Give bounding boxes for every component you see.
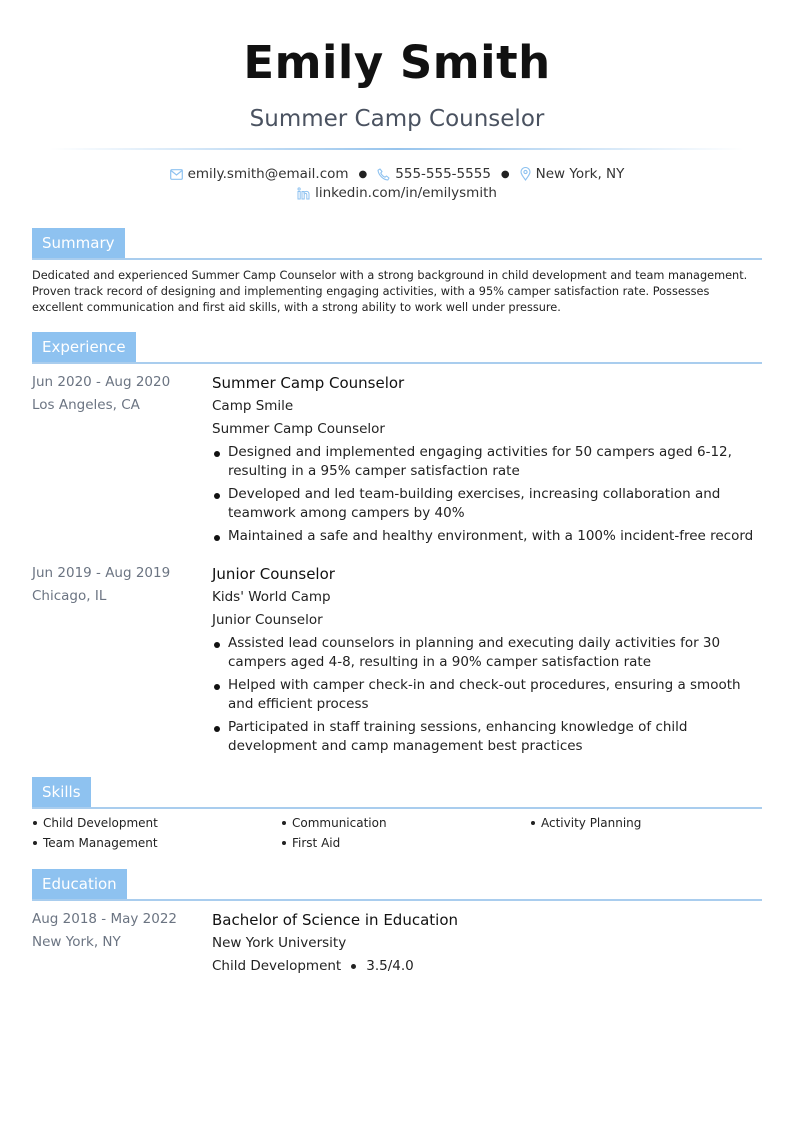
contact-linkedin[interactable] (297, 185, 497, 201)
section-title-education: Education (32, 869, 127, 899)
separator-dot: ● (500, 168, 510, 180)
gpa: 3.5/4.0 (366, 958, 414, 974)
email-text: emily.smith@email.com (187, 166, 349, 182)
entry-meta (32, 564, 207, 610)
entry-bullets (212, 443, 762, 546)
phone-text: 555-555-5555 (395, 166, 491, 182)
school-name: New York University (212, 935, 347, 951)
skill-item: Child Development (32, 816, 158, 830)
linkedin-text: linkedin.com/in/emilysmith (315, 185, 497, 201)
bullet-item: Maintained a safe and healthy environment, with a 100% incident-free record (212, 527, 762, 546)
entry-role: Summer Camp Counselor (212, 374, 405, 392)
entry-location: New York, NY (32, 934, 121, 950)
section-title-experience: Experience (32, 332, 136, 362)
location-text: New York, NY (535, 166, 625, 182)
entry-body (212, 910, 762, 980)
bullet-item: Assisted lead counselors in planning and executing daily activities for 30 campers aged 4-8, resulting in a 90% camper satisfaction rate (212, 634, 762, 672)
entry-meta (32, 373, 207, 419)
separator-dot: ● (358, 168, 368, 180)
skill-item: First Aid (281, 836, 340, 850)
entry-subtitle: Summer Camp Counselor (212, 421, 385, 437)
entry-dates: Jun 2020 - Aug 2020 (32, 374, 171, 390)
phone-icon (377, 168, 390, 181)
bullet-item: Developed and led team-building exercises, increasing collaboration and teamwork among campers by 40% (212, 485, 762, 523)
entry-company: Kids' World Camp (212, 589, 331, 605)
bullet-item: Designed and implemented engaging activities for 50 campers aged 6-12, resulting in a 95% camper satisfaction rate (212, 443, 762, 481)
job-title: Summer Camp Counselor (249, 106, 545, 132)
header-divider (50, 148, 744, 150)
entry-location: Los Angeles, CA (32, 397, 140, 413)
entry-body (212, 373, 762, 550)
bullet-item: Helped with camper check-in and check-out procedures, ensuring a smooth and efficient process (212, 676, 762, 714)
contact-phone[interactable] (377, 166, 491, 182)
bullet-item: Participated in staff training sessions, enhancing knowledge of child development and camp management best practices (212, 718, 762, 756)
education-meta (212, 957, 762, 980)
skill-item: Communication (281, 816, 387, 830)
separator-dot (351, 964, 356, 969)
summary-section-header (32, 228, 762, 260)
linkedin-icon (297, 187, 310, 200)
education-section-header (32, 869, 762, 901)
candidate-name: Emily Smith (243, 36, 551, 89)
entry-subtitle: Junior Counselor (212, 612, 323, 628)
entry-location: Chicago, IL (32, 588, 107, 604)
entry-dates: Jun 2019 - Aug 2019 (32, 565, 171, 581)
envelope-icon (170, 169, 183, 180)
summary-text: Dedicated and experienced Summer Camp Counselor with a strong background in child development and team management. Proven track record of designing and implementing engaging activities, with a 95% camper satisfaction rate. Possesses excellent communication and first aid skills, with a strong ability to work well under pressure. (32, 269, 748, 314)
skills-section-header (32, 777, 762, 809)
contact-location (520, 166, 625, 182)
entry-role: Junior Counselor (212, 565, 335, 583)
degree-title: Bachelor of Science in Education (212, 911, 459, 929)
contact-row-2 (0, 185, 794, 201)
skill-item: Team Management (32, 836, 158, 850)
contact-row (0, 166, 794, 182)
entry-body (212, 564, 762, 760)
entry-dates: Aug 2018 - May 2022 (32, 911, 178, 927)
section-title-skills: Skills (32, 777, 91, 807)
map-pin-icon (520, 167, 531, 181)
skill-item: Activity Planning (530, 816, 641, 830)
experience-section-header (32, 332, 762, 364)
field-of-study: Child Development (212, 958, 342, 974)
contact-email[interactable] (170, 166, 349, 182)
entry-company: Camp Smile (212, 398, 294, 414)
entry-meta (32, 910, 207, 956)
section-title-summary: Summary (32, 228, 125, 258)
entry-bullets (212, 634, 762, 756)
